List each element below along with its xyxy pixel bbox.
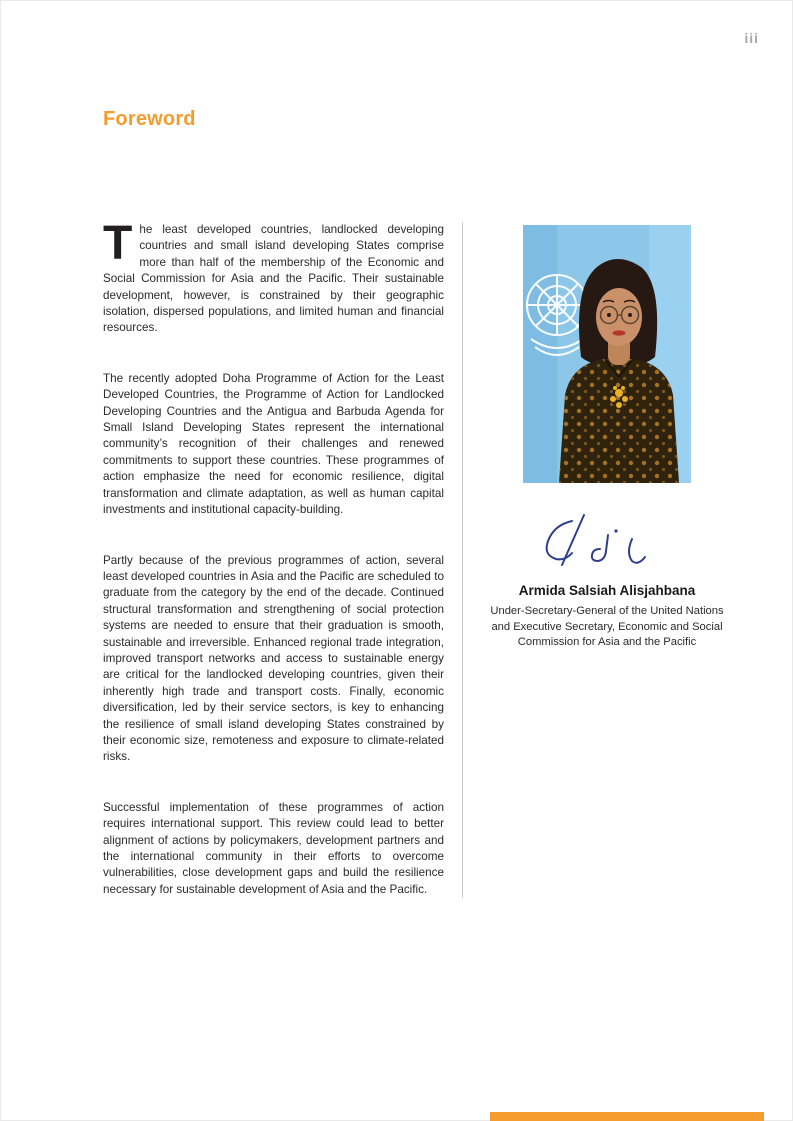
signature-image bbox=[532, 509, 682, 573]
page-number: iii bbox=[744, 30, 759, 46]
accent-bar bbox=[490, 1112, 764, 1121]
page-title: Foreword bbox=[103, 108, 196, 130]
drop-cap: T bbox=[103, 217, 133, 270]
signatory-column bbox=[463, 222, 731, 651]
paragraph-1 bbox=[103, 217, 444, 337]
paragraph-1-text: he least developed countries, landlocked developing countries and small island developing States comprise more than half of the membership of the Economic and Social Commission for Asia and the Pacific. Their sustainable development, however, is constrained by their geographic isolation, dispersed populations, and limited human and financial resources. bbox=[103, 223, 444, 335]
paragraph-4: Successful implementation of these programmes of action requires international support. This review could lead to better alignment of actions by policymakers, development partners and the international community in their efforts to overcome vulnerabilities, close development gaps and build the resilience necessary for sustainable development of Asia and the Pacific. bbox=[103, 800, 444, 896]
paragraph-3: Partly because of the previous programmes of action, several least developed countries in Asia and the Pacific are scheduled to graduate from the category by the end of the decade. Continued structural transformation and strengthening of social protection systems are needed to ensure that their graduation is smooth, sustainable and irreversible. Enhanced regional trade integration, improved transport networks and access to sustainable energy are critical for the landlocked developing countries, given their inherently high trade and transport costs. Finally, economic diversification, led by their service sectors, is key to enhancing the resilience of small island developing States constrained by their economic size, remoteness and exposure to climate-related risks. bbox=[103, 553, 444, 764]
portrait-photo bbox=[523, 225, 691, 483]
paragraph-2: The recently adopted Doha Programme of Action for the Least Developed Countries, the Programme of Action for Landlocked Developing Countries and the Antigua and Barbuda Agenda for Small Island Developing States represent the international community’s recognition of their challenges and renewed commitments to support these countries. These programmes of action emphasize the need for economic resilience, digital transformation and climate adaptation, as well as human capital investments and institutional capacity-building. bbox=[103, 371, 444, 517]
body-text-column bbox=[103, 217, 463, 898]
signatory-title: Under-Secretary-General of the United Nations and Executive Secretary, Economic and Social Commission for Asia and the Pacific bbox=[490, 605, 724, 648]
signatory-name: Armida Salsiah Alisjahbana bbox=[518, 583, 696, 598]
content-columns bbox=[103, 217, 731, 898]
